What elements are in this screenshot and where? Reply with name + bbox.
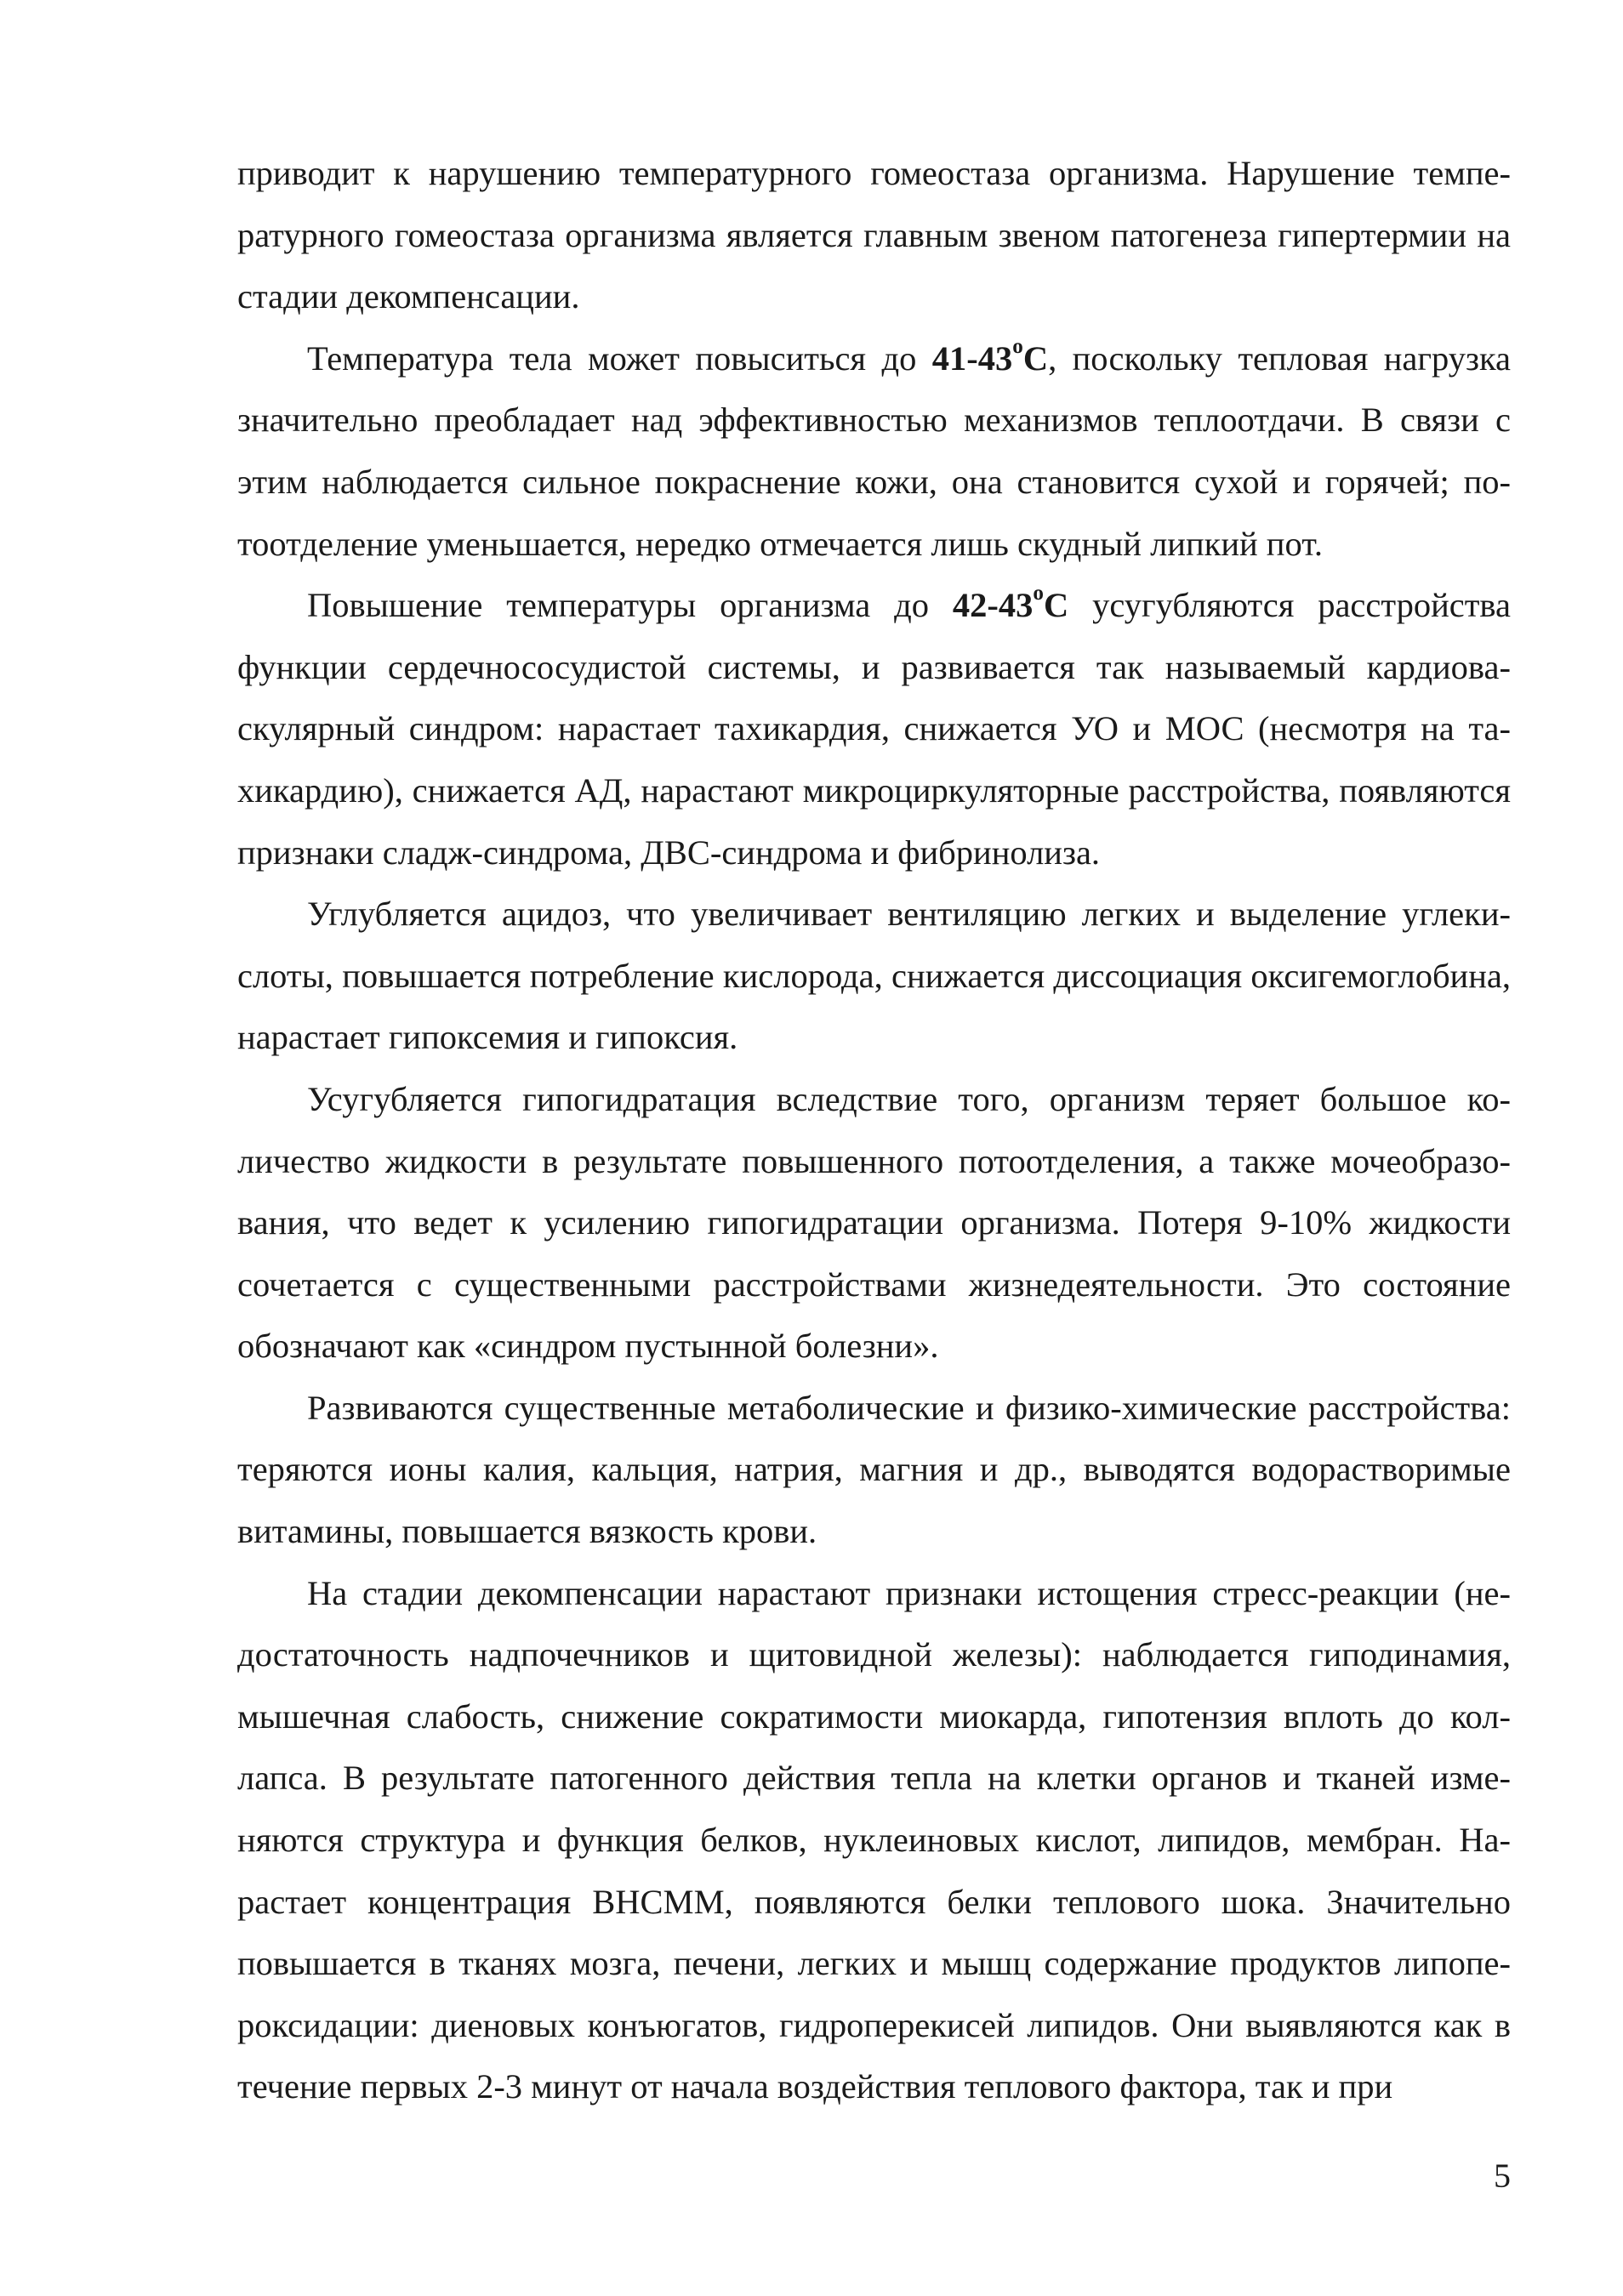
paragraph-text: Температура тела может повыситься до	[307, 338, 932, 378]
paragraph-continuation: приводит к нарушению температурного гомеостаза организма. Нарушение температурного гомеостаза организма является главным звеном патогенеза гипертермии на стадии декомпенсации.	[237, 154, 1511, 316]
paragraph-cardiovascular	[237, 575, 1511, 884]
document-body	[237, 143, 1511, 2118]
paragraph-decompensation: На стадии декомпенсации нарастают признаки истощения стресс-реакции (недостаточность надпочечников и щитовидной железы): наблюдается гиподинамия, мышечная слабость, снижение сократимости миокарда, гипотензия вплоть до коллапса. В результате патогенного действия тепла на клетки органов и тканей изменяются структура и функция белков, нуклеиновых кислот, липидов, мембран. Нарастает концентрация ВНСММ, появляются белки теплового шока. Значительно повышается в тканях мозга, печени, легких и мышц содержание продуктов липопероксидации: диеновых конъюгатов, гидроперекисей липидов. Они выявляются как в течение первых 2-3 минут от начала воздействия теплового фактора, так и при	[237, 1573, 1511, 2106]
paragraph-hypohydration: Усугубляется гипогидратация вследствие того, организм теряет большое количество жидкости в результате повышенного потоотделения, а также мочеобразования, что ведет к усилению гипогидратации организма. Потеря 9-10% жидкости сочетается с существенными расстройствами жизнедеятельности. Это состояние обозначают как «синдром пустынной болезни».	[237, 1079, 1511, 1366]
paragraph-acidosis: Углубляется ацидоз, что увеличивает вентиляцию легких и выделение углекислоты, повышается потребление кислорода, снижается диссоциация оксигемоглобина, нарастает гипоксемия и гипоксия.	[237, 895, 1511, 1057]
paragraph-metabolic: Развиваются существенные метаболические и физико-химические расстройства: теряются ионы калия, кальция, натрия, магния и др., выводятся водорастворимые витамины, повышается вязкость крови.	[237, 1388, 1511, 1551]
paragraph-text: Повышение температуры организма до	[307, 586, 953, 625]
paragraph-text: усугубляются расстройства функции сердечнососудистой системы, и развивается так называемый кардиоваскулярный синдром: нарастает тахикардия, снижается УО и МОС (несмотря на тахикардию), снижается АД, нарастают микроциркуляторные расстройства, появляются признаки сладж-синдрома, ДВС-синдрома и фибринолиза.	[237, 586, 1511, 872]
temperature-value: 42-43$^o$С	[952, 582, 1069, 625]
paragraph-text: , поскольку тепловая нагрузка значительно преобладает над эффективностью механизмов теплоотдачи. В связи с этим наблюдается сильное покраснение кожи, она становится сухой и горячей; потоотделение уменьшается, нередко отмечается лишь скудный липкий пот.	[237, 338, 1512, 563]
paragraph-body-temperature	[237, 328, 1511, 575]
temperature-value: 41-43$^o$С	[931, 334, 1049, 378]
page-number: 5	[1494, 2157, 1511, 2195]
